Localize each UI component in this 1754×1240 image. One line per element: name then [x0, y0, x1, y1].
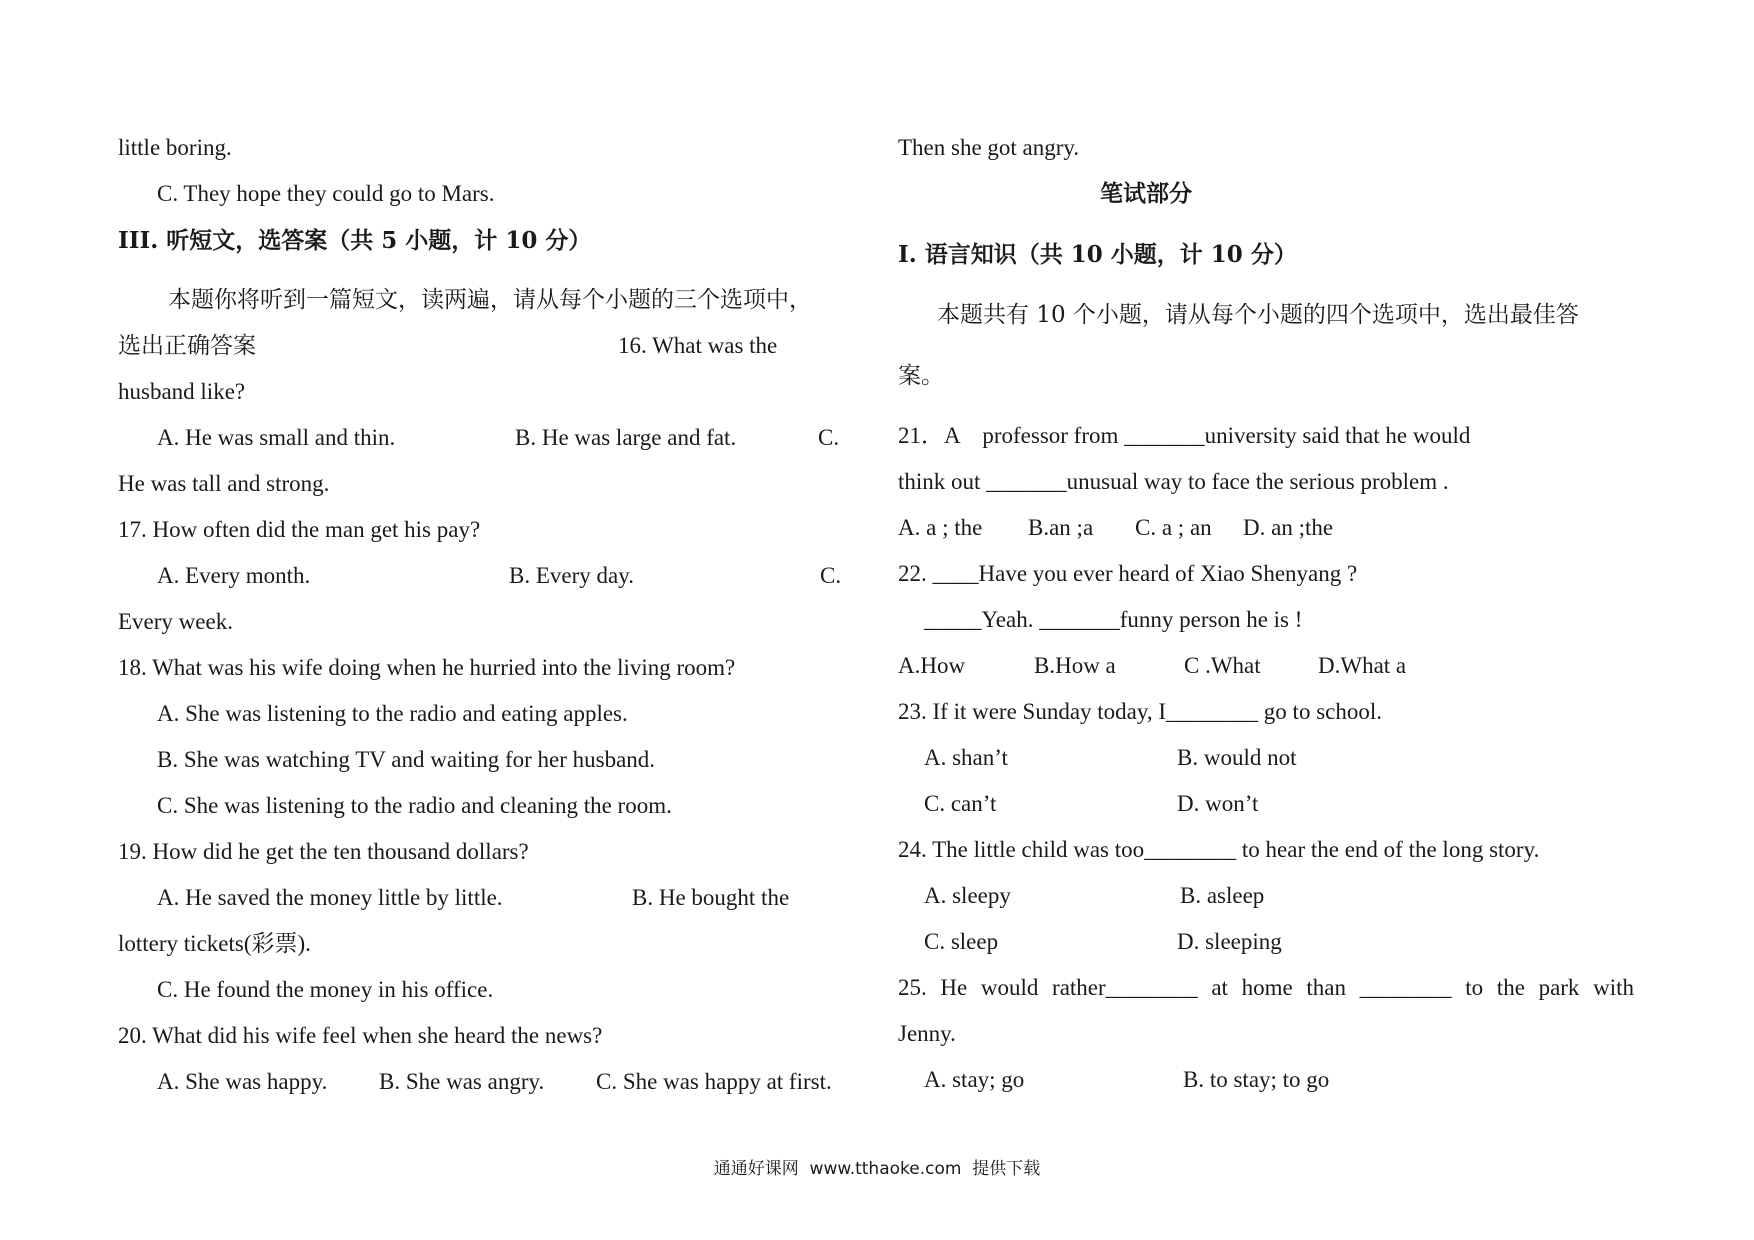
q16-option-c-label: C. [818, 425, 840, 450]
q19-option-b-end: lottery tickets(彩票). [118, 931, 311, 956]
instructions-line-1: 本题你将听到一篇短文，读两遍，请从每个小题的三个选项中， [168, 287, 812, 313]
q19-option-b-start: B. He bought the [632, 885, 790, 910]
question-20: 20. What did his wife feel when she heard the news? [118, 1023, 603, 1048]
q19-option-a: A. He saved the money little by little. [157, 885, 503, 910]
q24-option-c: C. sleep [924, 929, 999, 954]
question-16-end: husband like? [118, 379, 246, 404]
q23-option-d: D. won’t [1177, 791, 1259, 816]
q25-option-a: A. stay; go [924, 1067, 1025, 1092]
q18-option-c: C. She was listening to the radio and cleaning the room. [157, 793, 672, 818]
q16-option-a: A. He was small and thin. [157, 425, 396, 450]
q20-option-b: B. She was angry. [379, 1069, 545, 1094]
q23-option-b: B. would not [1177, 745, 1297, 770]
q21-option-d: D. an ;the [1243, 515, 1334, 540]
q22-option-c: C .What [1184, 653, 1261, 678]
q25-option-b: B. to stay; to go [1183, 1067, 1330, 1092]
q16-option-c-text: He was tall and strong. [118, 471, 330, 496]
question-18: 18. What was his wife doing when he hurried into the living room? [118, 655, 736, 680]
q22-option-a: A.How [898, 653, 966, 678]
q24-option-d: D. sleeping [1177, 929, 1282, 954]
q21-option-b: B.an ;a [1028, 515, 1094, 540]
question-21-start: 21．A professor from _______university said that he would [898, 423, 1471, 448]
q21-option-a: A. a ; the [898, 515, 983, 540]
question-25-end: Jenny. [898, 1021, 956, 1046]
q17-option-b: B. Every day. [509, 563, 634, 588]
q23-option-a: A. shan’t [924, 745, 1008, 770]
q20-option-c: C. She was happy at first. [596, 1069, 832, 1094]
question-17: 17. How often did the man get his pay? [118, 517, 481, 542]
written-part-heading: 笔试部分 [1100, 180, 1192, 207]
question-21-end: think out _______unusual way to face the serious problem . [898, 469, 1449, 494]
q22-option-b: B.How a [1034, 653, 1116, 678]
q24-option-b: B. asleep [1180, 883, 1265, 908]
q23-option-c: C. can’t [924, 791, 997, 816]
q18-option-b: B. She was watching TV and waiting for her husband. [157, 747, 656, 772]
footer-watermark: 通通好课网 www.tthaoke.com 提供下载 [713, 1159, 1041, 1179]
instructions-line-1: 本题共有 10 个小题，请从每个小题的四个选项中，选出最佳答 [937, 302, 1579, 328]
q18-option-a: A. She was listening to the radio and eating apples. [157, 701, 628, 726]
question-25-start: 25. He would rather________ at home than ________ to the park with [898, 975, 1634, 1000]
option-c-prev: C. They hope they could go to Mars. [157, 181, 495, 206]
question-16-start: 16. What was the [618, 333, 778, 358]
question-22-start: 22. ____Have you ever heard of Xiao Shenyang ? [898, 561, 1358, 586]
section-title-language: I. 语言知识（共 10 小题，计 10 分） [898, 241, 1297, 268]
continued-line: little boring. [118, 135, 232, 160]
q16-option-b: B. He was large and fat. [515, 425, 737, 450]
q17-option-c-label: C. [820, 563, 842, 588]
question-22-end: _____Yeah. _______funny person he is ! [924, 607, 1303, 632]
instructions-line-2: 案。 [898, 363, 944, 389]
q24-option-a: A. sleepy [924, 883, 1011, 908]
continued-answer: Then she got angry. [898, 135, 1080, 160]
question-24: 24. The little child was too________ to hear the end of the long story. [898, 837, 1540, 862]
q20-option-a: A. She was happy. [157, 1069, 328, 1094]
q17-option-c-text: Every week. [118, 609, 233, 634]
q21-option-c: C. a ; an [1135, 515, 1212, 540]
question-19: 19. How did he get the ten thousand dollars? [118, 839, 529, 864]
instructions-line-2: 选出正确答案 [118, 333, 256, 359]
q17-option-a: A. Every month. [157, 563, 311, 588]
q22-option-d: D.What a [1318, 653, 1407, 678]
question-23: 23. If it were Sunday today, I________ go to school. [898, 699, 1382, 724]
section-title-listening: III. 听短文，选答案（共 5 小题，计 10 分） [118, 227, 592, 254]
q19-option-c: C. He found the money in his office. [157, 977, 494, 1002]
